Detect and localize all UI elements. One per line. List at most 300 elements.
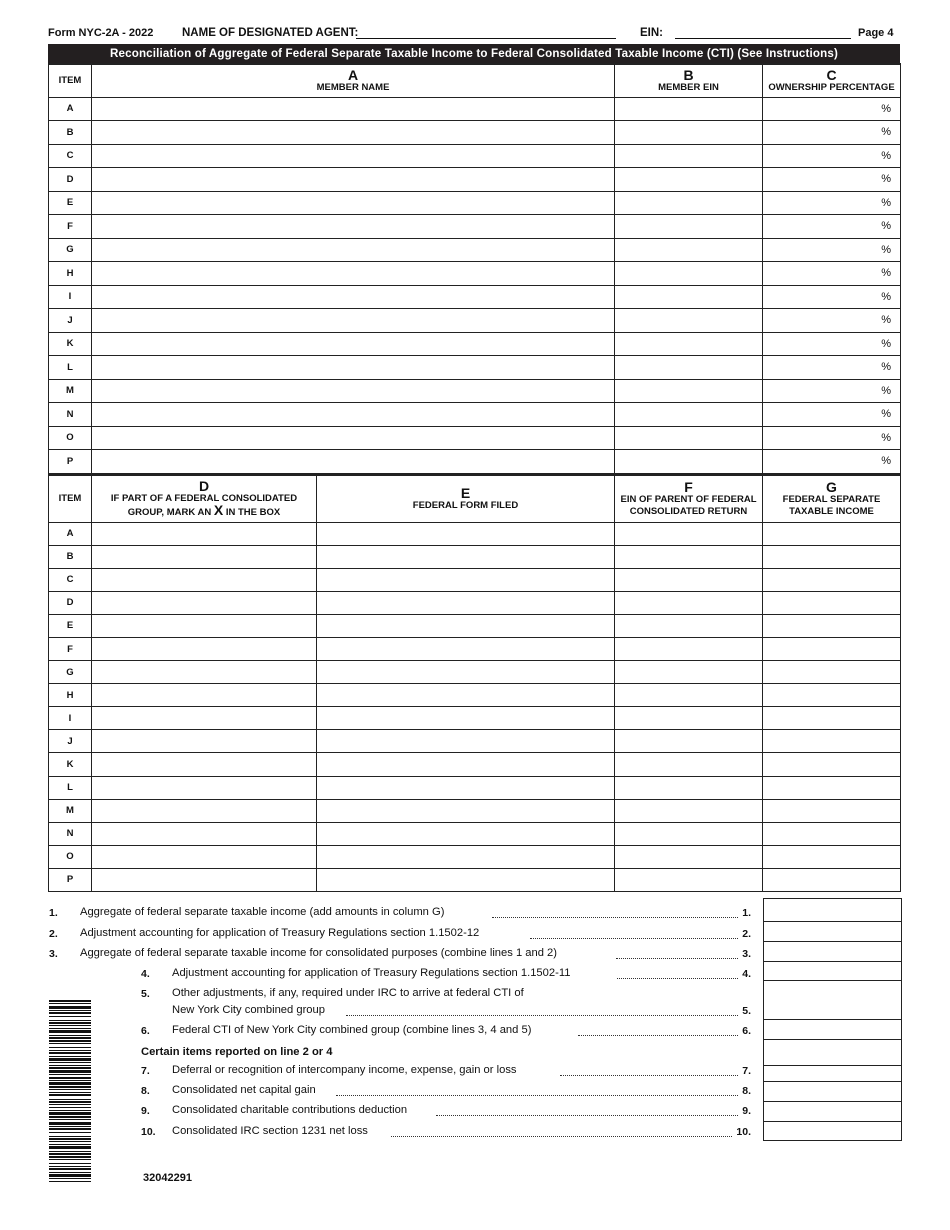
federal-form-field[interactable] [317, 776, 615, 799]
member-name-field[interactable] [92, 426, 615, 450]
ownership-percentage-field[interactable] [763, 262, 901, 286]
ownership-percentage-field[interactable] [763, 97, 901, 121]
barcode-bar [49, 1074, 91, 1075]
member-ein-field[interactable] [615, 144, 763, 168]
col-a-label: MEMBER NAME [316, 82, 390, 93]
row-item-label: C [49, 144, 92, 168]
barcode-bar [49, 1000, 91, 1002]
row-item-label: P [49, 450, 92, 474]
member-name-field[interactable] [92, 379, 615, 403]
ownership-percentage-field[interactable] [763, 379, 901, 403]
percent-sign: % [881, 173, 891, 186]
barcode-bar [49, 1174, 91, 1177]
line-7-leader [560, 1075, 738, 1076]
member-name-field[interactable] [92, 238, 615, 262]
federal-form-field[interactable] [317, 868, 615, 891]
line-6-leader [578, 1035, 738, 1036]
member-ein-field[interactable] [615, 215, 763, 239]
barcode-bar [49, 1052, 91, 1054]
line-3-text: Aggregate of federal separate taxable income for consolidated purposes (combine lines 1 and 2) [80, 947, 558, 959]
federal-form-field[interactable] [317, 637, 615, 660]
row-item-label: O [49, 845, 92, 868]
col-a-header [92, 64, 615, 97]
federal-form-field[interactable] [317, 845, 615, 868]
row-item-label: H [49, 684, 92, 707]
parent-ein-field[interactable] [615, 822, 763, 845]
member-row [49, 332, 901, 356]
member-ein-field[interactable] [615, 426, 763, 450]
line-2-number: 2. [49, 928, 58, 940]
barcode-bar [49, 1144, 91, 1145]
line-3-number: 3. [49, 948, 58, 960]
separate-taxable-income-field[interactable] [763, 637, 901, 660]
form-header [48, 24, 900, 42]
barcode-bar [49, 1089, 91, 1090]
line-5-text-2: New York City combined group [172, 1004, 325, 1016]
line-8-text: Consolidated net capital gain [172, 1084, 316, 1096]
barcode-bar [49, 1092, 91, 1093]
federal-row [49, 568, 901, 591]
row-item-label: I [49, 707, 92, 730]
barcode-bar [49, 1094, 91, 1096]
line-7-ref: 7. [742, 1065, 751, 1077]
federal-form-field[interactable] [317, 822, 615, 845]
member-ein-field[interactable] [615, 309, 763, 333]
barcode-bar [49, 1050, 91, 1051]
consolidated-group-checkbox[interactable] [92, 684, 317, 707]
federal-row [49, 845, 901, 868]
federal-form-field[interactable] [317, 591, 615, 614]
line-6-number: 6. [141, 1025, 150, 1037]
barcode-bar [49, 1132, 91, 1133]
parent-ein-field[interactable] [615, 568, 763, 591]
federal-row [49, 799, 901, 822]
col-d-label-x: X [213, 501, 224, 518]
consolidated-group-checkbox[interactable] [92, 822, 317, 845]
barcode-bar [49, 1104, 91, 1105]
row-item-label: A [49, 522, 92, 545]
barcode-bar [49, 1058, 91, 1061]
ownership-percentage-field[interactable] [763, 121, 901, 145]
separate-taxable-income-field[interactable] [763, 684, 901, 707]
consolidated-group-checkbox[interactable] [92, 868, 317, 891]
line-8-input[interactable] [763, 1081, 902, 1102]
consolidated-group-checkbox[interactable] [92, 522, 317, 545]
separate-taxable-income-field[interactable] [763, 522, 901, 545]
row-item-label: K [49, 332, 92, 356]
row-item-label: G [49, 661, 92, 684]
member-ein-field[interactable] [615, 121, 763, 145]
federal-row [49, 684, 901, 707]
percent-sign: % [881, 455, 891, 468]
parent-ein-field[interactable] [615, 661, 763, 684]
col-c-label: OWNERSHIP PERCENTAGE [768, 82, 895, 93]
federal-row [49, 822, 901, 845]
barcode-bar [49, 1086, 91, 1088]
row-item-label: N [49, 403, 92, 427]
row-item-label: F [49, 215, 92, 239]
col-c-letter: C [826, 67, 837, 83]
ownership-percentage-field[interactable] [763, 403, 901, 427]
row-item-label: N [49, 822, 92, 845]
line-3-input[interactable] [763, 941, 902, 962]
row-item-label: M [49, 799, 92, 822]
consolidated-group-checkbox[interactable] [92, 753, 317, 776]
member-ein-field[interactable] [615, 403, 763, 427]
member-row [49, 238, 901, 262]
federal-row [49, 753, 901, 776]
member-name-field[interactable] [92, 403, 615, 427]
ownership-percentage-field[interactable] [763, 191, 901, 215]
row-item-label: J [49, 730, 92, 753]
col-e-header [317, 475, 615, 522]
separate-taxable-income-field[interactable] [763, 799, 901, 822]
parent-ein-field[interactable] [615, 591, 763, 614]
row-item-label: L [49, 356, 92, 380]
member-row [49, 309, 901, 333]
separate-taxable-income-field[interactable] [763, 822, 901, 845]
percent-sign: % [881, 126, 891, 139]
federal-row [49, 776, 901, 799]
federal-form-field[interactable] [317, 684, 615, 707]
federal-row [49, 545, 901, 568]
col-f-label-1: EIN OF PARENT OF FEDERAL [620, 494, 757, 506]
ownership-percentage-field[interactable] [763, 309, 901, 333]
federal-row [49, 868, 901, 891]
page-number: Page 4 [858, 27, 894, 39]
line-8-ref: 8. [742, 1085, 751, 1097]
separate-taxable-income-field[interactable] [763, 868, 901, 891]
percent-sign: % [881, 243, 891, 256]
col-d-header [92, 475, 317, 522]
consolidated-group-checkbox[interactable] [92, 591, 317, 614]
consolidated-group-checkbox[interactable] [92, 799, 317, 822]
barcode-bar [49, 1146, 91, 1149]
ownership-percentage-field[interactable] [763, 238, 901, 262]
barcode-bar [49, 1159, 91, 1160]
federal-table [48, 474, 901, 892]
member-ein-field[interactable] [615, 191, 763, 215]
line-10-number: 10. [141, 1126, 156, 1138]
member-table-header [49, 64, 901, 97]
barcode-bar [49, 1035, 91, 1036]
col-d-label-2b: IN THE BOX [225, 506, 281, 518]
consolidated-group-checkbox[interactable] [92, 845, 317, 868]
row-item-label: P [49, 868, 92, 891]
federal-row [49, 730, 901, 753]
row-item-label: B [49, 121, 92, 145]
member-ein-field[interactable] [615, 97, 763, 121]
barcode-bar [49, 1136, 91, 1137]
row-item-label: K [49, 753, 92, 776]
col-g-label-1: FEDERAL SEPARATE [782, 494, 881, 506]
section-banner: Reconciliation of Aggregate of Federal Separate Taxable Income to Federal Consolidated Taxable Income (CTI) (See Instructions) [48, 44, 900, 63]
member-name-field[interactable] [92, 285, 615, 309]
consolidated-group-checkbox[interactable] [92, 568, 317, 591]
line-4-input[interactable] [763, 961, 902, 981]
percent-sign: % [881, 196, 891, 209]
col-d-label-2a: GROUP, MARK AN [127, 506, 212, 518]
parent-ein-field[interactable] [615, 730, 763, 753]
row-item-label: J [49, 309, 92, 333]
percent-sign: % [881, 314, 891, 327]
member-row [49, 262, 901, 286]
line-4-leader [617, 978, 738, 979]
member-row [49, 356, 901, 380]
separate-taxable-income-field[interactable] [763, 730, 901, 753]
barcode-bar [49, 1010, 91, 1011]
parent-ein-field[interactable] [615, 545, 763, 568]
barcode-bar [49, 1077, 91, 1079]
member-row [49, 144, 901, 168]
barcode-bar [49, 1080, 91, 1081]
parent-ein-field[interactable] [615, 868, 763, 891]
federal-form-field[interactable] [317, 568, 615, 591]
separate-taxable-income-field[interactable] [763, 661, 901, 684]
ein-field[interactable] [675, 38, 851, 39]
line-5-text-1: Other adjustments, if any, required under IRC to arrive at federal CTI of [172, 987, 524, 999]
consolidated-group-checkbox[interactable] [92, 776, 317, 799]
member-name-field[interactable] [92, 309, 615, 333]
form-id: Form NYC-2A - 2022 [48, 27, 154, 39]
member-table [48, 63, 901, 474]
percent-sign: % [881, 361, 891, 374]
separate-taxable-income-field[interactable] [763, 753, 901, 776]
barcode-bar [49, 1107, 91, 1108]
separate-taxable-income-field[interactable] [763, 591, 901, 614]
barcode-bar [49, 1163, 91, 1164]
line-2-text: Adjustment accounting for application of Treasury Regulations section 1.1502-12 [80, 927, 480, 939]
member-ein-field[interactable] [615, 262, 763, 286]
line-2-leader [530, 938, 738, 939]
line-6-input[interactable] [763, 1019, 902, 1040]
parent-ein-field[interactable] [615, 637, 763, 660]
row-item-label: I [49, 285, 92, 309]
federal-table-header [49, 475, 901, 522]
member-name-field[interactable] [92, 450, 615, 474]
line-10-ref: 10. [736, 1126, 751, 1138]
barcode-bar [49, 1151, 91, 1152]
member-name-field[interactable] [92, 191, 615, 215]
federal-form-field[interactable] [317, 545, 615, 568]
barcode-bar [49, 1101, 91, 1103]
barcode-bar [49, 1070, 91, 1073]
consolidated-group-checkbox[interactable] [92, 661, 317, 684]
barcode-bar [49, 1040, 91, 1042]
member-name-field[interactable] [92, 168, 615, 192]
line-9-text: Consolidated charitable contributions deduction [172, 1104, 408, 1116]
member-ein-field[interactable] [615, 379, 763, 403]
separate-taxable-income-field[interactable] [763, 568, 901, 591]
member-row [49, 191, 901, 215]
parent-ein-field[interactable] [615, 614, 763, 637]
barcode-bar [49, 1138, 91, 1140]
barcode-bar [49, 1153, 91, 1155]
member-ein-field[interactable] [615, 450, 763, 474]
federal-row [49, 591, 901, 614]
line-5-number: 5. [141, 988, 150, 1000]
member-row [49, 426, 901, 450]
parent-ein-field[interactable] [615, 776, 763, 799]
percent-sign: % [881, 408, 891, 421]
barcode-bar [49, 1020, 91, 1021]
col-g-letter: G [826, 479, 837, 496]
line-10-input[interactable] [763, 1121, 902, 1141]
barcode-bar [49, 1119, 91, 1120]
barcode-bar [49, 1025, 91, 1026]
col-d-letter: D [198, 478, 210, 495]
barcode-bar [49, 1065, 91, 1066]
barcode-bar [49, 1022, 91, 1024]
consolidated-group-checkbox[interactable] [92, 707, 317, 730]
line-1-leader [492, 917, 738, 918]
member-ein-field[interactable] [615, 168, 763, 192]
separate-taxable-income-field[interactable] [763, 707, 901, 730]
consolidated-group-checkbox[interactable] [92, 545, 317, 568]
row-item-label: E [49, 191, 92, 215]
barcode-bar [49, 1003, 91, 1004]
percent-sign: % [881, 149, 891, 162]
member-row [49, 121, 901, 145]
row-item-label: D [49, 168, 92, 192]
barcode-bar [49, 1062, 91, 1063]
ownership-percentage-field[interactable] [763, 285, 901, 309]
row-item-label: A [49, 97, 92, 121]
member-ein-field[interactable] [615, 356, 763, 380]
line-7-input[interactable] [763, 1065, 902, 1082]
parent-ein-field[interactable] [615, 799, 763, 822]
parent-ein-field[interactable] [615, 522, 763, 545]
member-ein-field[interactable] [615, 238, 763, 262]
agent-label: NAME OF DESIGNATED AGENT: [182, 27, 359, 39]
ownership-percentage-field[interactable] [763, 356, 901, 380]
line-5-input[interactable] [763, 980, 902, 1020]
line-3-ref: 3. [742, 948, 751, 960]
member-name-field[interactable] [92, 356, 615, 380]
barcode-bar [49, 1156, 91, 1158]
col-f-header [615, 475, 763, 522]
member-row [49, 379, 901, 403]
member-row [49, 215, 901, 239]
col-e-letter: E [460, 485, 471, 501]
percent-sign: % [881, 431, 891, 444]
federal-row [49, 614, 901, 637]
separate-taxable-income-field[interactable] [763, 776, 901, 799]
row-item-label: O [49, 426, 92, 450]
line-3-leader [616, 958, 738, 959]
barcode-bar [49, 1043, 91, 1044]
row-item-label: E [49, 614, 92, 637]
member-name-field[interactable] [92, 97, 615, 121]
col-d-label-1: IF PART OF A FEDERAL CONSOLIDATED [110, 493, 298, 505]
consolidated-group-checkbox[interactable] [92, 730, 317, 753]
barcode-bar [49, 1181, 91, 1182]
ownership-percentage-field[interactable] [763, 450, 901, 474]
line-8-leader [336, 1095, 738, 1096]
federal-form-field[interactable] [317, 730, 615, 753]
barcode-bar [49, 1122, 91, 1125]
col-b-header [615, 64, 763, 97]
separate-taxable-income-field[interactable] [763, 614, 901, 637]
federal-form-field[interactable] [317, 799, 615, 822]
member-name-field[interactable] [92, 332, 615, 356]
barcode-bar [49, 1030, 91, 1033]
line-2-input[interactable] [763, 920, 902, 942]
col-b-letter: B [683, 67, 694, 83]
row-item-label: B [49, 545, 92, 568]
consolidated-group-checkbox[interactable] [92, 637, 317, 660]
member-name-field[interactable] [92, 121, 615, 145]
line-6-ref: 6. [742, 1025, 751, 1037]
barcode-bar [49, 1012, 91, 1014]
parent-ein-field[interactable] [615, 684, 763, 707]
ownership-percentage-field[interactable] [763, 332, 901, 356]
federal-form-field[interactable] [317, 753, 615, 776]
line-1-ref: 1. [742, 907, 751, 919]
federal-form-field[interactable] [317, 707, 615, 730]
line-1-text: Aggregate of federal separate taxable income (add amounts in column G) [80, 906, 445, 918]
member-ein-field[interactable] [615, 332, 763, 356]
line-4-ref: 4. [742, 968, 751, 980]
ownership-percentage-field[interactable] [763, 426, 901, 450]
agent-name-field[interactable] [356, 38, 616, 39]
member-name-field[interactable] [92, 215, 615, 239]
line-4-number: 4. [141, 968, 150, 980]
row-item-label: F [49, 637, 92, 660]
separate-taxable-income-field[interactable] [763, 545, 901, 568]
parent-ein-field[interactable] [615, 753, 763, 776]
ownership-percentage-field[interactable] [763, 168, 901, 192]
member-name-field[interactable] [92, 262, 615, 286]
member-ein-field[interactable] [615, 285, 763, 309]
line-1-number: 1. [49, 907, 58, 919]
barcode-bar [49, 1056, 91, 1057]
col-g-label-2: TAXABLE INCOME [789, 505, 874, 517]
barcode-bar [49, 1168, 91, 1170]
federal-form-field[interactable] [317, 614, 615, 637]
parent-ein-field[interactable] [615, 845, 763, 868]
line-1-input[interactable] [763, 898, 902, 922]
line-10-leader [391, 1136, 732, 1137]
line-7-number: 7. [141, 1065, 150, 1077]
line-9-input[interactable] [763, 1101, 902, 1122]
barcode-bar [49, 1141, 91, 1142]
member-row [49, 168, 901, 192]
row-item-label: L [49, 776, 92, 799]
line-4-text: Adjustment accounting for application of Treasury Regulations section 1.1502-11 [172, 967, 571, 979]
ownership-percentage-field[interactable] [763, 144, 901, 168]
row-item-label: C [49, 568, 92, 591]
member-name-field[interactable] [92, 144, 615, 168]
percent-sign: % [881, 290, 891, 303]
federal-form-field[interactable] [317, 522, 615, 545]
line-10-text: Consolidated IRC section 1231 net loss [172, 1125, 368, 1137]
item-header: ITEM [49, 64, 92, 97]
row-item-label: D [49, 591, 92, 614]
federal-form-field[interactable] [317, 661, 615, 684]
separate-taxable-income-field[interactable] [763, 845, 901, 868]
section-title-spacer [763, 1039, 902, 1066]
percent-sign: % [881, 384, 891, 397]
parent-ein-field[interactable] [615, 707, 763, 730]
barcode-bar [49, 1006, 91, 1009]
ein-label: EIN: [640, 27, 663, 39]
consolidated-group-checkbox[interactable] [92, 614, 317, 637]
row-item-label: M [49, 379, 92, 403]
line-9-number: 9. [141, 1105, 150, 1117]
line-6-text: Federal CTI of New York City combined group (combine lines 3, 4 and 5) [172, 1024, 532, 1036]
ownership-percentage-field[interactable] [763, 215, 901, 239]
